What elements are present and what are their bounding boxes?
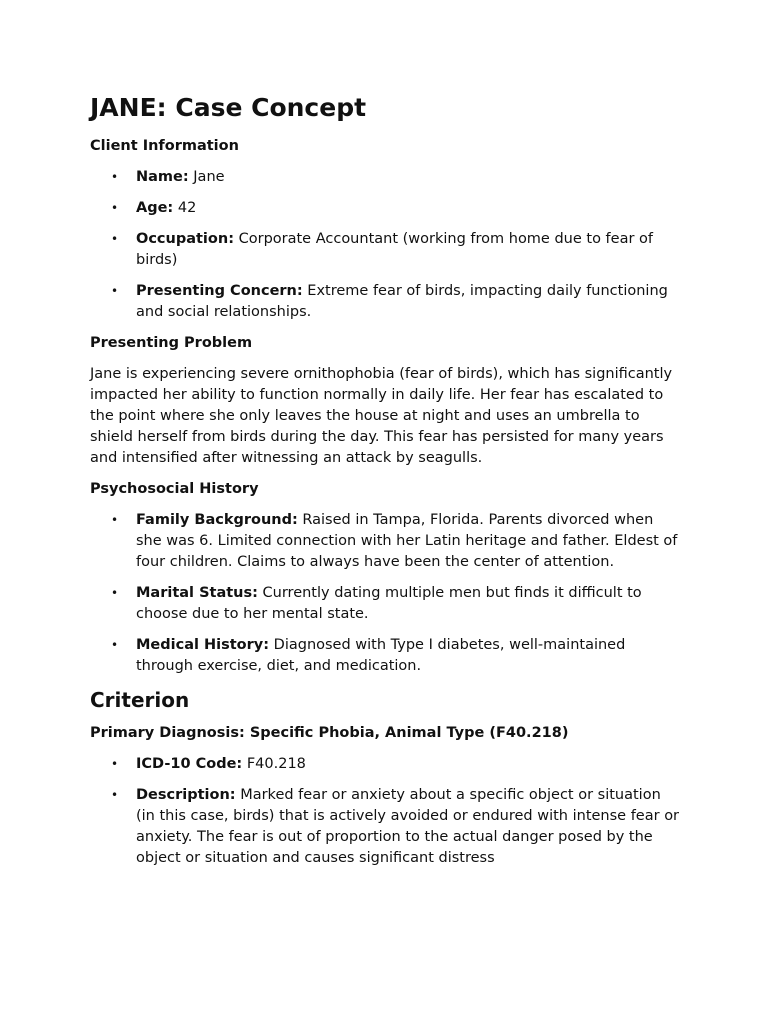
- bullet: •: [111, 284, 119, 298]
- item-value: F40.218: [246, 756, 306, 772]
- item-label: Presenting Concern:: [136, 283, 303, 299]
- item-value: Diagnosed with Type I diabetes, well-maintained through exercise, diet, and medication.: [136, 637, 626, 674]
- list-item: [90, 785, 680, 869]
- list-item: [90, 510, 680, 573]
- presenting-problem-text: Jane is experiencing severe ornithophobia (fear of birds), which has significantly impacted her ability to function normally in daily life. Her fear has escalated to the point where she only leaves the house at night and uses an umbrella to shield herself from birds during the day. This fear has persisted for many years and intensified after witnessing an attack by seagulls.: [90, 366, 673, 466]
- item-value: 42: [177, 200, 197, 216]
- bullet: •: [111, 788, 119, 802]
- bullet: •: [111, 232, 119, 246]
- criterion-heading: Criterion: [90, 688, 190, 712]
- list-item: [90, 198, 680, 219]
- item-value: Jane: [193, 169, 225, 185]
- document-page: [90, 92, 680, 879]
- item-label: Medical History:: [136, 637, 270, 653]
- item-label: Family Background:: [136, 512, 298, 528]
- item-label: Age:: [136, 200, 174, 216]
- bullet: •: [111, 201, 119, 215]
- item-value: Raised in Tampa, Florida. Parents divorced when she was 6. Limited connection with her Latin heritage and father. Eldest of four children. Claims to always have been the center of attention.: [136, 512, 678, 570]
- primary-diagnosis-list: [90, 754, 680, 869]
- bullet: •: [111, 170, 119, 184]
- psychosocial-history-heading: Psychosocial History: [90, 481, 259, 497]
- document-title: JANE: Case Concept: [90, 93, 367, 122]
- bullet: •: [111, 586, 119, 600]
- psychosocial-history-list: [90, 510, 680, 677]
- item-value: Extreme fear of birds, impacting daily functioning and social relationships.: [136, 283, 668, 320]
- item-label: Marital Status:: [136, 585, 258, 601]
- bullet: •: [111, 757, 119, 771]
- list-item: [90, 167, 680, 188]
- item-label: ICD-10 Code:: [136, 756, 243, 772]
- item-label: Name:: [136, 169, 189, 185]
- client-information-heading: Client Information: [90, 138, 239, 154]
- list-item: [90, 583, 680, 625]
- item-value: Corporate Accountant (working from home due to fear of birds): [136, 231, 654, 268]
- primary-diagnosis-heading: Primary Diagnosis: Specific Phobia, Animal Type (F40.218): [90, 725, 569, 741]
- item-label: Occupation:: [136, 231, 234, 247]
- item-value: Marked fear or anxiety about a specific object or situation (in this case, birds) that is actively avoided or endured with intense fear or anxiety. The fear is out of proportion to the actual danger posed by the object or situation and causes significant distress: [136, 787, 680, 866]
- list-item: [90, 229, 680, 271]
- list-item: [90, 281, 680, 323]
- item-value: Currently dating multiple men but finds it difficult to choose due to her mental state.: [136, 585, 642, 622]
- item-label: Description:: [136, 787, 236, 803]
- client-information-list: [90, 167, 680, 323]
- bullet: •: [111, 638, 119, 652]
- list-item: [90, 754, 680, 775]
- presenting-problem-heading: Presenting Problem: [90, 335, 253, 351]
- list-item: [90, 635, 680, 677]
- bullet: •: [111, 513, 119, 527]
